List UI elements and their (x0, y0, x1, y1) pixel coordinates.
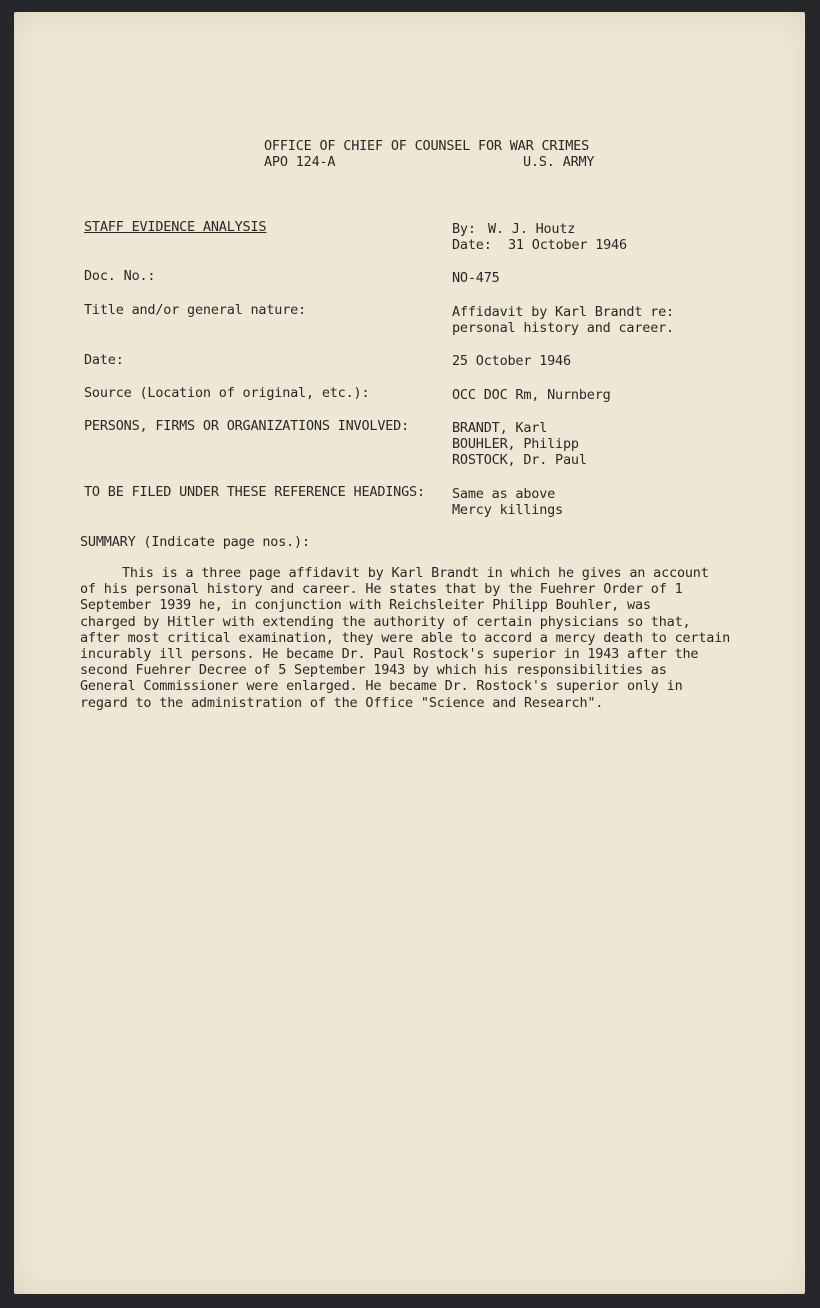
summary-line: of his personal history and career. He states that by the Fuehrer Order of 1 (80, 581, 683, 598)
analysis-date-label: Date: (452, 237, 492, 253)
by-label: By: (452, 221, 476, 237)
summary-line: after most critical examination, they were able to accord a mercy death to certain (80, 629, 731, 646)
office-heading: OFFICE OF CHIEF OF COUNSEL FOR WAR CRIMES (264, 138, 590, 154)
by-value: W. J. Houtz (488, 221, 576, 237)
reference-heading-item: Same as above (452, 486, 556, 502)
person-item: BOUHLER, Philipp (452, 436, 579, 452)
person-item: ROSTOCK, Dr. Paul (452, 452, 587, 468)
summary-line: incurably ill persons. He became Dr. Paul Rostock's superior in 1943 after the (80, 646, 699, 663)
source-label: Source (Location of original, etc.): (84, 385, 370, 401)
doc-no-value: NO-475 (452, 270, 500, 286)
doc-no-label: Doc. No.: (84, 268, 156, 284)
summary-line: This is a three page affidavit by Karl Brandt in which he gives an account (122, 565, 709, 581)
person-item: BRANDT, Karl (452, 420, 548, 436)
persons-label: PERSONS, FIRMS OR ORGANIZATIONS INVOLVED: (84, 418, 410, 434)
apo-number: APO 124-A (264, 154, 336, 170)
staff-evidence-analysis-title: STAFF EVIDENCE ANALYSIS (84, 219, 267, 235)
analysis-date-value: 31 October 1946 (508, 237, 627, 253)
summary-label: SUMMARY (Indicate page nos.): (80, 534, 310, 550)
reference-headings-label: TO BE FILED UNDER THESE REFERENCE HEADINGS: (84, 484, 425, 500)
title-value-line-2: personal history and career. (452, 320, 674, 336)
summary-line: regard to the administration of the Office "Science and Research". (80, 694, 604, 711)
date-label: Date: (84, 352, 124, 368)
reference-heading-item: Mercy killings (452, 502, 563, 518)
summary-line: September 1939 he, in conjunction with Reichsleiter Philipp Bouhler, was (80, 597, 651, 614)
title-value-line-1: Affidavit by Karl Brandt re: (452, 304, 674, 320)
date-value: 25 October 1946 (452, 353, 571, 369)
army-label: U.S. ARMY (523, 154, 595, 170)
summary-line: General Commissioner were enlarged. He became Dr. Rostock's superior only in (80, 678, 683, 695)
source-value: OCC DOC Rm, Nurnberg (452, 387, 611, 403)
summary-line: second Fuehrer Decree of 5 September 1943 by which his responsibilities as (80, 662, 667, 679)
summary-line: charged by Hitler with extending the authority of certain physicians so that, (80, 613, 691, 630)
title-label: Title and/or general nature: (84, 302, 306, 318)
summary-paragraph (80, 565, 750, 711)
